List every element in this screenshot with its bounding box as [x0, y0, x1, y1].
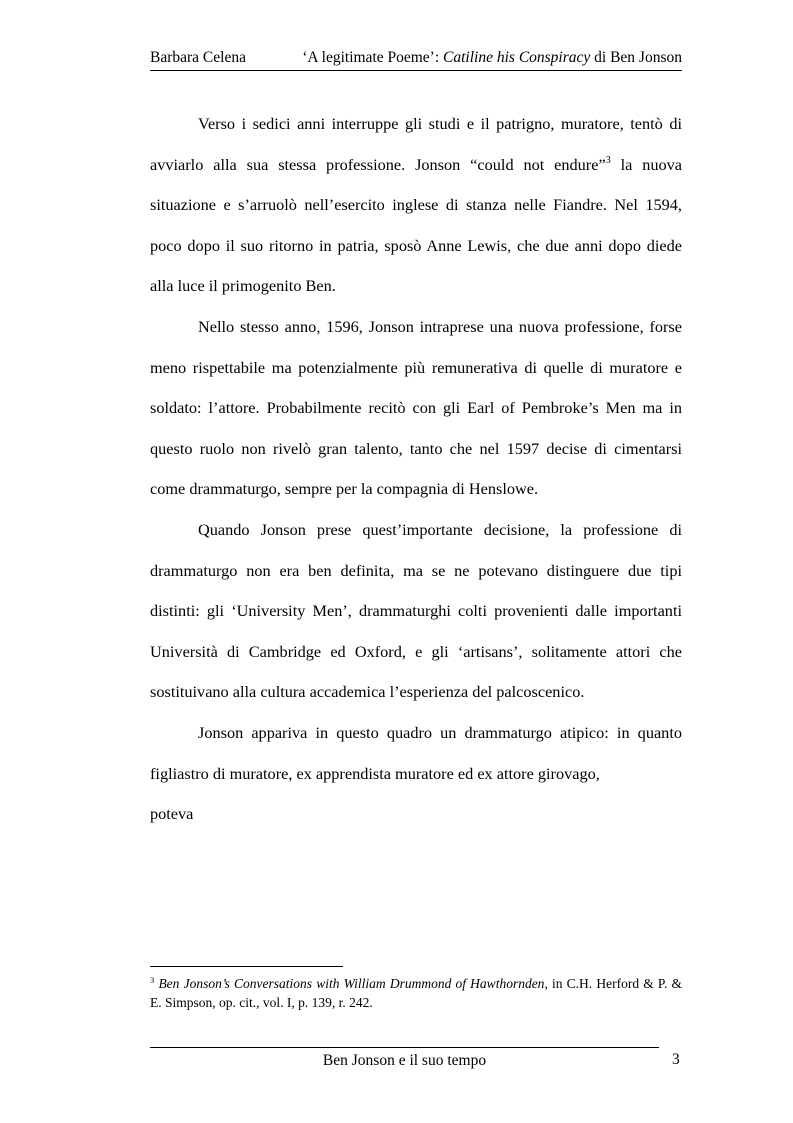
paragraph-2: Nello stesso anno, 1596, Jonson intraprese una nuova professione, forse meno rispettabile ma potenzialmente più remunerativa di quelle di muratore e soldato: l’attore. Probabilmente recitò con gli Earl of Pembroke’s Men ma in questo ruolo non rivelò gran talento, tanto che nel 1597 decise di cimentarsi come drammaturgo, sempre per la compagnia di Henslowe.: [150, 316, 682, 499]
footnote-number: 3: [150, 975, 155, 985]
paragraph-1: [150, 104, 682, 307]
footer-rule: [150, 1047, 659, 1048]
main-text: [150, 104, 682, 835]
footer-running-title: Ben Jonson e il suo tempo: [322, 1052, 487, 1069]
header-author: Barbara Celena: [150, 49, 246, 66]
page-number: 3: [672, 1051, 680, 1068]
paragraph-4-continuation: poteva: [150, 804, 194, 824]
paragraph-3: Quando Jonson prese quest’importante decisione, la professione di drammaturgo non era ben definita, ma se ne potevano distinguere due tipi distinti: gli ‘University Men’, drammaturghi colti provenienti dalle importanti Università di Cambridge ed Oxford, e gli ‘artisans’, solitamente attori che sostituivano alla cultura accademica l’esperienza del palcoscenico.: [150, 519, 682, 702]
footnote-separator: [150, 966, 343, 967]
header-title-quote: ‘A legitimate Poeme’:: [302, 49, 444, 66]
footnote-reference: 3: [605, 154, 611, 166]
footnote-italic-title: Ben Jonson’s Conversations with William Drummond of Hawthornden: [158, 976, 545, 991]
paragraph-4: Jonson appariva in questo quadro un drammaturgo atipico: in quanto figliastro di muratore, ex apprendista muratore ed ex attore girovago,: [150, 722, 682, 783]
paragraph-1-end: la nuova situazione e s’arruolò nell’esercito inglese di stanza nelle Fiandre. Nel 1594, poco dopo il suo ritorno in patria, sposò Anne Lewis, che due anni dopo diede alla luce il primogenito Ben.: [150, 154, 682, 296]
page-header: [150, 46, 682, 71]
header-title-italic: Catiline his Conspiracy: [443, 49, 591, 66]
footnote: [150, 974, 682, 1012]
header-title: [302, 46, 682, 70]
paragraph-1-start: Verso i sedici anni interruppe gli studi e il patrigno, muratore, tentò di avviarlo alla sua stessa professione. Jonson “could not endure”: [150, 114, 682, 174]
header-title-tail: di Ben Jonson: [590, 49, 682, 66]
footnote-rest: , in C.H. Herford & P. & E. Simpson, op. cit., vol. I, p. 139, r. 242.: [150, 976, 682, 1010]
